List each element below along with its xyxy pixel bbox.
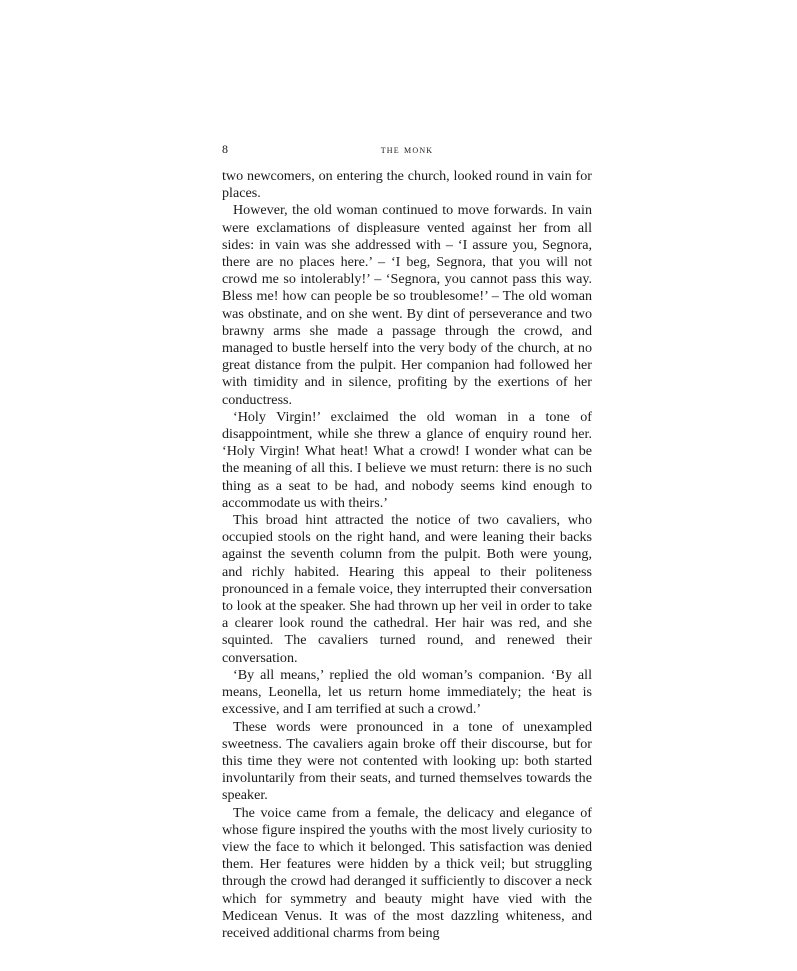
page-number: 8	[222, 142, 228, 156]
paragraph-old-woman-advances: However, the old woman continued to move forwards. In vain were exclamations of displeasure vented against her from all sides: in vain was she addressed with – ‘I assure you, Segnora, there are no places here.’ – ‘I beg, Segnora, that you will not crowd me so intolerably!’ – ‘Segnora, you cannot pass this way. Bless me! how can people be so troublesome!’ – The old woman was obstinate, and on she went. By dint of perseverance and two brawny arms she made a passage through the crowd, and managed to bustle herself into the very body of the church, at no great distance from the pulpit. Her companion had followed her with timidity and in silence, profiting by the exertions of her conductress.	[222, 202, 592, 408]
paragraph-veiled-female: The voice came from a female, the delicacy and elegance of whose figure inspired the youths with the most lively curiosity to view the face to which it belonged. This satisfaction was denied them. Her features were hidden by a thick veil; but struggling through the crowd had deranged it sufficiently to discover a neck which for symmetry and beauty might have vied with the Medicean Venus. It was of the most dazzling whiteness, and received additional charms from being	[222, 804, 592, 941]
body-text	[222, 168, 592, 942]
paragraph-companion-reply: ‘By all means,’ replied the old woman’s companion. ‘By all means, Leonella, let us return home immediately; the heat is excessive, and I am terrified at such a crowd.’	[222, 666, 592, 718]
running-head	[222, 140, 592, 158]
paragraph-continuation: two newcomers, on entering the church, looked round in vain for places.	[222, 168, 592, 202]
paragraph-cavaliers-notice: This broad hint attracted the notice of two cavaliers, who occupied stools on the right hand, and were leaning their backs against the seventh column from the pulpit. Both were young, and richly habited. Hearing this appeal to their politeness pronounced in a female voice, they interrupted their conversation to look at the speaker. She had thrown up her veil in order to take a clearer look round the cathedral. Her hair was red, and she squinted. The cavaliers turned round, and renewed their conversation.	[222, 512, 592, 666]
book-page	[222, 140, 592, 942]
paragraph-holy-virgin: ‘Holy Virgin!’ exclaimed the old woman in a tone of disappointment, while she threw a glance of enquiry round her. ‘Holy Virgin! What heat! What a crowd! I wonder what can be the meaning of all this. I believe we must return: there is no such thing as a seat to be had, and nobody seems kind enough to accommodate us with theirs.’	[222, 408, 592, 511]
running-title: the monk	[380, 142, 434, 156]
paragraph-sweet-tone: These words were pronounced in a tone of unexampled sweetness. The cavaliers again broke off their discourse, but for this time they were not contented with looking up: both started involuntarily from their seats, and turned themselves towards the speaker.	[222, 718, 592, 804]
